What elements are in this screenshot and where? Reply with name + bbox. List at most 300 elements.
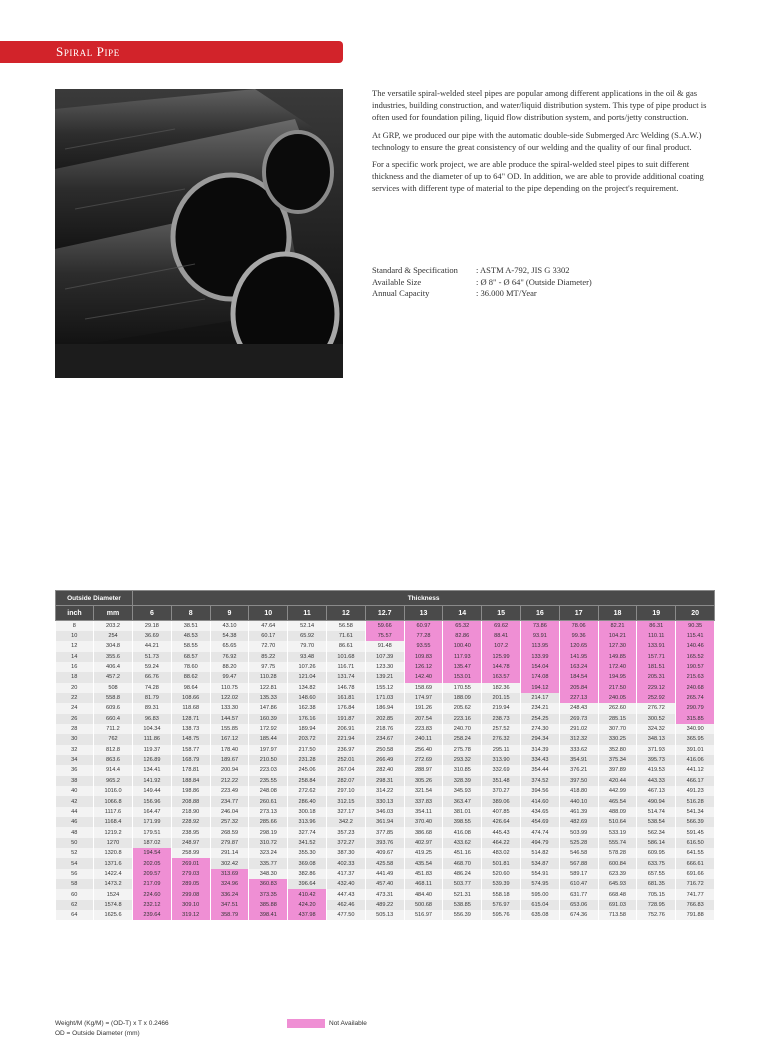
cell-inch: 32 bbox=[56, 745, 94, 755]
cell-weight: 266.49 bbox=[365, 755, 404, 765]
cell-weight: 623.39 bbox=[598, 869, 637, 879]
cell-weight: 437.98 bbox=[288, 910, 327, 920]
cell-weight: 194.12 bbox=[520, 683, 559, 693]
cell-weight: 81.79 bbox=[133, 693, 172, 703]
cell-weight: 558.18 bbox=[482, 889, 521, 899]
cell-mm: 254 bbox=[94, 631, 133, 641]
cell-weight: 228.92 bbox=[171, 817, 210, 827]
cell-weight: 258.99 bbox=[171, 848, 210, 858]
cell-weight: 128.71 bbox=[171, 714, 210, 724]
cell-weight: 424.20 bbox=[288, 900, 327, 910]
cell-weight: 235.55 bbox=[249, 776, 288, 786]
cell-weight: 178.40 bbox=[210, 745, 249, 755]
cell-weight: 533.19 bbox=[598, 827, 637, 837]
cell-weight: 267.04 bbox=[327, 765, 366, 775]
cell-weight: 514.82 bbox=[520, 848, 559, 858]
weight-table bbox=[55, 590, 715, 920]
cell-weight: 574.95 bbox=[520, 879, 559, 889]
cell-weight: 176.84 bbox=[327, 703, 366, 713]
header-outside-diameter: Outside Diameter bbox=[56, 591, 133, 606]
table-row bbox=[56, 693, 715, 703]
header-thickness-value: 14 bbox=[443, 606, 482, 621]
cell-weight: 167.12 bbox=[210, 734, 249, 744]
table-row bbox=[56, 734, 715, 744]
cell-weight: 419.53 bbox=[637, 765, 676, 775]
cell-weight: 197.97 bbox=[249, 745, 288, 755]
header-thickness-value: 11 bbox=[288, 606, 327, 621]
cell-inch: 12 bbox=[56, 641, 94, 651]
table-row bbox=[56, 652, 715, 662]
cell-weight: 140.46 bbox=[676, 641, 715, 651]
cell-weight: 414.60 bbox=[520, 796, 559, 806]
cell-weight: 104.21 bbox=[598, 631, 637, 641]
cell-weight: 402.97 bbox=[404, 838, 443, 848]
cell-weight: 445.43 bbox=[482, 827, 521, 837]
cell-weight: 77.28 bbox=[404, 631, 443, 641]
cell-mm: 609.6 bbox=[94, 703, 133, 713]
cell-weight: 134.82 bbox=[288, 683, 327, 693]
header-thickness-value: 16 bbox=[520, 606, 559, 621]
cell-weight: 490.94 bbox=[637, 796, 676, 806]
cell-weight: 477.50 bbox=[327, 910, 366, 920]
cell-inch: 28 bbox=[56, 724, 94, 734]
cell-weight: 162.38 bbox=[288, 703, 327, 713]
cell-weight: 176.16 bbox=[288, 714, 327, 724]
cell-weight: 98.64 bbox=[171, 683, 210, 693]
cell-weight: 75.57 bbox=[365, 631, 404, 641]
cell-weight: 224.60 bbox=[133, 889, 172, 899]
cell-weight: 314.39 bbox=[520, 745, 559, 755]
cell-weight: 633.75 bbox=[637, 858, 676, 868]
cell-weight: 174.08 bbox=[520, 672, 559, 682]
cell-inch: 40 bbox=[56, 786, 94, 796]
cell-weight: 566.39 bbox=[676, 817, 715, 827]
cell-weight: 245.06 bbox=[288, 765, 327, 775]
cell-weight: 60.17 bbox=[249, 631, 288, 641]
cell-weight: 184.54 bbox=[559, 672, 598, 682]
cell-weight: 752.76 bbox=[637, 910, 676, 920]
cell-mm: 508 bbox=[94, 683, 133, 693]
cell-weight: 212.22 bbox=[210, 776, 249, 786]
cell-weight: 275.78 bbox=[443, 745, 482, 755]
cell-mm: 1219.2 bbox=[94, 827, 133, 837]
table-row bbox=[56, 858, 715, 868]
cell-weight: 389.06 bbox=[482, 796, 521, 806]
table-row bbox=[56, 796, 715, 806]
cell-weight: 234.67 bbox=[365, 734, 404, 744]
cell-weight: 269.73 bbox=[559, 714, 598, 724]
cell-weight: 72.70 bbox=[249, 641, 288, 651]
cell-weight: 298.31 bbox=[365, 776, 404, 786]
cell-weight: 321.54 bbox=[404, 786, 443, 796]
cell-mm: 558.8 bbox=[94, 693, 133, 703]
od-definition: OD = Outside Diameter (mm) bbox=[55, 1030, 140, 1037]
cell-weight: 691.66 bbox=[676, 869, 715, 879]
cell-weight: 417.37 bbox=[327, 869, 366, 879]
cell-weight: 223.16 bbox=[443, 714, 482, 724]
cell-inch: 52 bbox=[56, 848, 94, 858]
cell-weight: 395.73 bbox=[637, 755, 676, 765]
cell-weight: 147.86 bbox=[249, 703, 288, 713]
cell-weight: 374.52 bbox=[520, 776, 559, 786]
cell-weight: 66.76 bbox=[133, 672, 172, 682]
cell-inch: 42 bbox=[56, 796, 94, 806]
cell-weight: 110.75 bbox=[210, 683, 249, 693]
intro-paragraph-2: At GRP, we produced our pipe with the automatic double-side Submerged Arc Welding (S.A.W.) technology to ensure the great consistency of our welding and the quality of our final product. bbox=[372, 129, 702, 152]
cell-weight: 161.81 bbox=[327, 693, 366, 703]
cell-weight: 209.57 bbox=[133, 869, 172, 879]
cell-weight: 78.06 bbox=[559, 621, 598, 631]
cell-weight: 503.99 bbox=[559, 827, 598, 837]
cell-weight: 276.32 bbox=[482, 734, 521, 744]
cell-weight: 239.64 bbox=[133, 910, 172, 920]
cell-weight: 466.17 bbox=[676, 776, 715, 786]
not-available-swatch bbox=[287, 1019, 325, 1028]
cell-weight: 86.61 bbox=[327, 641, 366, 651]
section-title-bar bbox=[0, 41, 343, 63]
cell-weight: 99.47 bbox=[210, 672, 249, 682]
cell-weight: 74.28 bbox=[133, 683, 172, 693]
cell-weight: 122.02 bbox=[210, 693, 249, 703]
spec-row-capacity bbox=[372, 288, 712, 300]
cell-inch: 26 bbox=[56, 714, 94, 724]
cell-weight: 170.55 bbox=[443, 683, 482, 693]
cell-weight: 666.61 bbox=[676, 858, 715, 868]
cell-inch: 36 bbox=[56, 765, 94, 775]
cell-weight: 376.21 bbox=[559, 765, 598, 775]
cell-mm: 1270 bbox=[94, 838, 133, 848]
cell-weight: 705.15 bbox=[637, 889, 676, 899]
cell-weight: 341.52 bbox=[288, 838, 327, 848]
cell-weight: 713.58 bbox=[598, 910, 637, 920]
cell-weight: 219.94 bbox=[482, 703, 521, 713]
cell-weight: 461.39 bbox=[559, 807, 598, 817]
cell-weight: 576.97 bbox=[482, 900, 521, 910]
cell-mm: 203.2 bbox=[94, 621, 133, 631]
cell-weight: 373.35 bbox=[249, 889, 288, 899]
cell-weight: 116.71 bbox=[327, 662, 366, 672]
cell-weight: 110.11 bbox=[637, 631, 676, 641]
cell-weight: 131.74 bbox=[327, 672, 366, 682]
cell-weight: 93.91 bbox=[520, 631, 559, 641]
cell-weight: 312.32 bbox=[559, 734, 598, 744]
cell-weight: 182.36 bbox=[482, 683, 521, 693]
cell-weight: 133.99 bbox=[520, 652, 559, 662]
cell-weight: 416.06 bbox=[676, 755, 715, 765]
header-thickness-value: 8 bbox=[171, 606, 210, 621]
cell-weight: 163.24 bbox=[559, 662, 598, 672]
header-thickness-value: 18 bbox=[598, 606, 637, 621]
cell-weight: 236.97 bbox=[327, 745, 366, 755]
cell-weight: 60.97 bbox=[404, 621, 443, 631]
spec-label: Annual Capacity bbox=[372, 288, 430, 299]
cell-weight: 333.62 bbox=[559, 745, 598, 755]
cell-weight: 538.54 bbox=[637, 817, 676, 827]
cell-weight: 189.67 bbox=[210, 755, 249, 765]
cell-weight: 346.03 bbox=[365, 807, 404, 817]
cell-weight: 69.62 bbox=[482, 621, 521, 631]
cell-weight: 172.92 bbox=[249, 724, 288, 734]
cell-weight: 198.86 bbox=[171, 786, 210, 796]
cell-weight: 89.31 bbox=[133, 703, 172, 713]
cell-weight: 282.40 bbox=[365, 765, 404, 775]
cell-weight: 657.55 bbox=[637, 869, 676, 879]
cell-weight: 468.11 bbox=[404, 879, 443, 889]
cell-weight: 181.51 bbox=[637, 662, 676, 672]
cell-weight: 171.99 bbox=[133, 817, 172, 827]
cell-weight: 298.19 bbox=[249, 827, 288, 837]
cell-weight: 327.17 bbox=[327, 807, 366, 817]
cell-weight: 591.45 bbox=[676, 827, 715, 837]
cell-weight: 681.35 bbox=[637, 879, 676, 889]
cell-weight: 88.20 bbox=[210, 662, 249, 672]
cell-weight: 323.24 bbox=[249, 848, 288, 858]
cell-weight: 240.05 bbox=[598, 693, 637, 703]
cell-weight: 248.97 bbox=[171, 838, 210, 848]
cell-weight: 38.51 bbox=[171, 621, 210, 631]
cell-weight: 269.01 bbox=[171, 858, 210, 868]
cell-weight: 370.27 bbox=[482, 786, 521, 796]
cell-weight: 420.44 bbox=[598, 776, 637, 786]
table-row bbox=[56, 879, 715, 889]
cell-weight: 54.38 bbox=[210, 631, 249, 641]
cell-mm: 1117.6 bbox=[94, 807, 133, 817]
cell-weight: 337.83 bbox=[404, 796, 443, 806]
cell-weight: 135.47 bbox=[443, 662, 482, 672]
cell-weight: 260.61 bbox=[249, 796, 288, 806]
cell-weight: 215.63 bbox=[676, 672, 715, 682]
cell-weight: 203.72 bbox=[288, 734, 327, 744]
cell-weight: 457.40 bbox=[365, 879, 404, 889]
cell-weight: 297.10 bbox=[327, 786, 366, 796]
cell-inch: 38 bbox=[56, 776, 94, 786]
cell-weight: 416.08 bbox=[443, 827, 482, 837]
weight-table-container bbox=[55, 590, 714, 920]
cell-weight: 482.69 bbox=[559, 817, 598, 827]
cell-weight: 313.90 bbox=[482, 755, 521, 765]
cell-weight: 440.10 bbox=[559, 796, 598, 806]
spec-value: : 36.000 MT/Year bbox=[476, 288, 537, 299]
cell-weight: 521.31 bbox=[443, 889, 482, 899]
cell-weight: 407.85 bbox=[482, 807, 521, 817]
cell-weight: 65.32 bbox=[443, 621, 482, 631]
cell-weight: 240.11 bbox=[404, 734, 443, 744]
cell-weight: 115.41 bbox=[676, 631, 715, 641]
cell-weight: 118.68 bbox=[171, 703, 210, 713]
cell-weight: 146.78 bbox=[327, 683, 366, 693]
cell-weight: 194.54 bbox=[133, 848, 172, 858]
cell-weight: 218.90 bbox=[171, 807, 210, 817]
header-thickness-value: 13 bbox=[404, 606, 443, 621]
cell-weight: 90.35 bbox=[676, 621, 715, 631]
cell-weight: 139.21 bbox=[365, 672, 404, 682]
cell-weight: 111.86 bbox=[133, 734, 172, 744]
cell-weight: 369.08 bbox=[288, 858, 327, 868]
table-row bbox=[56, 672, 715, 682]
cell-weight: 141.92 bbox=[133, 776, 172, 786]
formula-notes bbox=[55, 1019, 169, 1039]
cell-weight: 538.85 bbox=[443, 900, 482, 910]
cell-inch: 20 bbox=[56, 683, 94, 693]
cell-weight: 354.11 bbox=[404, 807, 443, 817]
cell-weight: 791.88 bbox=[676, 910, 715, 920]
cell-weight: 158.69 bbox=[404, 683, 443, 693]
cell-weight: 454.69 bbox=[520, 817, 559, 827]
cell-weight: 541.34 bbox=[676, 807, 715, 817]
cell-weight: 418.80 bbox=[559, 786, 598, 796]
cell-weight: 107.2 bbox=[482, 641, 521, 651]
cell-weight: 109.83 bbox=[404, 652, 443, 662]
cell-weight: 144.78 bbox=[482, 662, 521, 672]
cell-weight: 108.66 bbox=[171, 693, 210, 703]
cell-weight: 473.31 bbox=[365, 889, 404, 899]
cell-weight: 288.97 bbox=[404, 765, 443, 775]
cell-weight: 312.15 bbox=[327, 796, 366, 806]
cell-weight: 578.28 bbox=[598, 848, 637, 858]
cell-weight: 123.30 bbox=[365, 662, 404, 672]
cell-weight: 345.93 bbox=[443, 786, 482, 796]
header-thickness-value: 12 bbox=[327, 606, 366, 621]
cell-weight: 409.67 bbox=[365, 848, 404, 858]
cell-weight: 340.90 bbox=[676, 724, 715, 734]
cell-weight: 299.08 bbox=[171, 889, 210, 899]
cell-weight: 451.83 bbox=[404, 869, 443, 879]
cell-inch: 14 bbox=[56, 652, 94, 662]
cell-weight: 291.02 bbox=[559, 724, 598, 734]
cell-weight: 119.37 bbox=[133, 745, 172, 755]
cell-mm: 711.2 bbox=[94, 724, 133, 734]
cell-weight: 324.32 bbox=[637, 724, 676, 734]
cell-weight: 232.12 bbox=[133, 900, 172, 910]
cell-weight: 293.32 bbox=[443, 755, 482, 765]
cell-weight: 370.40 bbox=[404, 817, 443, 827]
cell-weight: 402.33 bbox=[327, 858, 366, 868]
cell-weight: 47.64 bbox=[249, 621, 288, 631]
cell-weight: 189.94 bbox=[288, 724, 327, 734]
cell-weight: 365.95 bbox=[676, 734, 715, 744]
table-row bbox=[56, 703, 715, 713]
cell-weight: 354.44 bbox=[520, 765, 559, 775]
cell-weight: 223.03 bbox=[249, 765, 288, 775]
cell-weight: 223.83 bbox=[404, 724, 443, 734]
cell-weight: 520.60 bbox=[482, 869, 521, 879]
cell-weight: 386.68 bbox=[404, 827, 443, 837]
cell-weight: 336.24 bbox=[210, 889, 249, 899]
header-thickness-value: 12.7 bbox=[365, 606, 404, 621]
cell-weight: 766.83 bbox=[676, 900, 715, 910]
cell-weight: 385.88 bbox=[249, 900, 288, 910]
cell-mm: 1524 bbox=[94, 889, 133, 899]
cell-weight: 355.30 bbox=[288, 848, 327, 858]
cell-weight: 135.33 bbox=[249, 693, 288, 703]
cell-weight: 56.58 bbox=[327, 621, 366, 631]
cell-weight: 609.95 bbox=[637, 848, 676, 858]
cell-weight: 494.79 bbox=[520, 838, 559, 848]
cell-weight: 595.76 bbox=[482, 910, 521, 920]
cell-mm: 355.6 bbox=[94, 652, 133, 662]
cell-mm: 1574.8 bbox=[94, 900, 133, 910]
cell-weight: 272.69 bbox=[404, 755, 443, 765]
cell-weight: 442.99 bbox=[598, 786, 637, 796]
cell-inch: 54 bbox=[56, 858, 94, 868]
cell-weight: 248.43 bbox=[559, 703, 598, 713]
cell-weight: 125.99 bbox=[482, 652, 521, 662]
cell-weight: 381.01 bbox=[443, 807, 482, 817]
cell-mm: 1371.6 bbox=[94, 858, 133, 868]
cell-weight: 238.73 bbox=[482, 714, 521, 724]
cell-weight: 488.09 bbox=[598, 807, 637, 817]
cell-weight: 202.05 bbox=[133, 858, 172, 868]
cell-weight: 101.68 bbox=[327, 652, 366, 662]
cell-weight: 58.55 bbox=[171, 641, 210, 651]
cell-weight: 122.81 bbox=[249, 683, 288, 693]
cell-weight: 361.94 bbox=[365, 817, 404, 827]
legend bbox=[287, 1019, 367, 1028]
cell-weight: 156.96 bbox=[133, 796, 172, 806]
cell-weight: 190.57 bbox=[676, 662, 715, 672]
cell-weight: 393.76 bbox=[365, 838, 404, 848]
cell-weight: 205.84 bbox=[559, 683, 598, 693]
spec-label: Available Size bbox=[372, 276, 422, 287]
cell-weight: 252.01 bbox=[327, 755, 366, 765]
cell-weight: 217.09 bbox=[133, 879, 172, 889]
cell-weight: 240.68 bbox=[676, 683, 715, 693]
table-row bbox=[56, 621, 715, 631]
cell-mm: 1168.4 bbox=[94, 817, 133, 827]
cell-weight: 282.07 bbox=[327, 776, 366, 786]
cell-weight: 258.24 bbox=[443, 734, 482, 744]
cell-inch: 62 bbox=[56, 900, 94, 910]
cell-weight: 258.84 bbox=[288, 776, 327, 786]
cell-weight: 127.30 bbox=[598, 641, 637, 651]
cell-weight: 330.25 bbox=[598, 734, 637, 744]
cell-weight: 351.48 bbox=[482, 776, 521, 786]
cell-weight: 59.66 bbox=[365, 621, 404, 631]
spec-row-standard bbox=[372, 265, 712, 277]
cell-inch: 24 bbox=[56, 703, 94, 713]
cell-weight: 141.95 bbox=[559, 652, 598, 662]
cell-weight: 294.34 bbox=[520, 734, 559, 744]
intro-text bbox=[372, 87, 712, 200]
cell-weight: 462.46 bbox=[327, 900, 366, 910]
cell-weight: 615.04 bbox=[520, 900, 559, 910]
cell-weight: 309.10 bbox=[171, 900, 210, 910]
cell-weight: 313.96 bbox=[288, 817, 327, 827]
cell-weight: 616.50 bbox=[676, 838, 715, 848]
cell-weight: 82.21 bbox=[598, 621, 637, 631]
cell-weight: 554.91 bbox=[520, 869, 559, 879]
cell-weight: 265.74 bbox=[676, 693, 715, 703]
cell-weight: 187.02 bbox=[133, 838, 172, 848]
table-row bbox=[56, 683, 715, 693]
cell-weight: 134.41 bbox=[133, 765, 172, 775]
cell-weight: 174.97 bbox=[404, 693, 443, 703]
cell-weight: 153.01 bbox=[443, 672, 482, 682]
cell-weight: 516.97 bbox=[404, 910, 443, 920]
not-available-label: Not Available bbox=[329, 1020, 367, 1027]
cell-weight: 327.74 bbox=[288, 827, 327, 837]
header-thickness-value: 19 bbox=[637, 606, 676, 621]
cell-weight: 168.79 bbox=[171, 755, 210, 765]
table-row bbox=[56, 745, 715, 755]
cell-weight: 217.50 bbox=[598, 683, 637, 693]
cell-weight: 394.56 bbox=[520, 786, 559, 796]
cell-weight: 107.39 bbox=[365, 652, 404, 662]
cell-weight: 186.94 bbox=[365, 703, 404, 713]
cell-weight: 290.79 bbox=[676, 703, 715, 713]
cell-inch: 8 bbox=[56, 621, 94, 631]
cell-weight: 375.34 bbox=[598, 755, 637, 765]
